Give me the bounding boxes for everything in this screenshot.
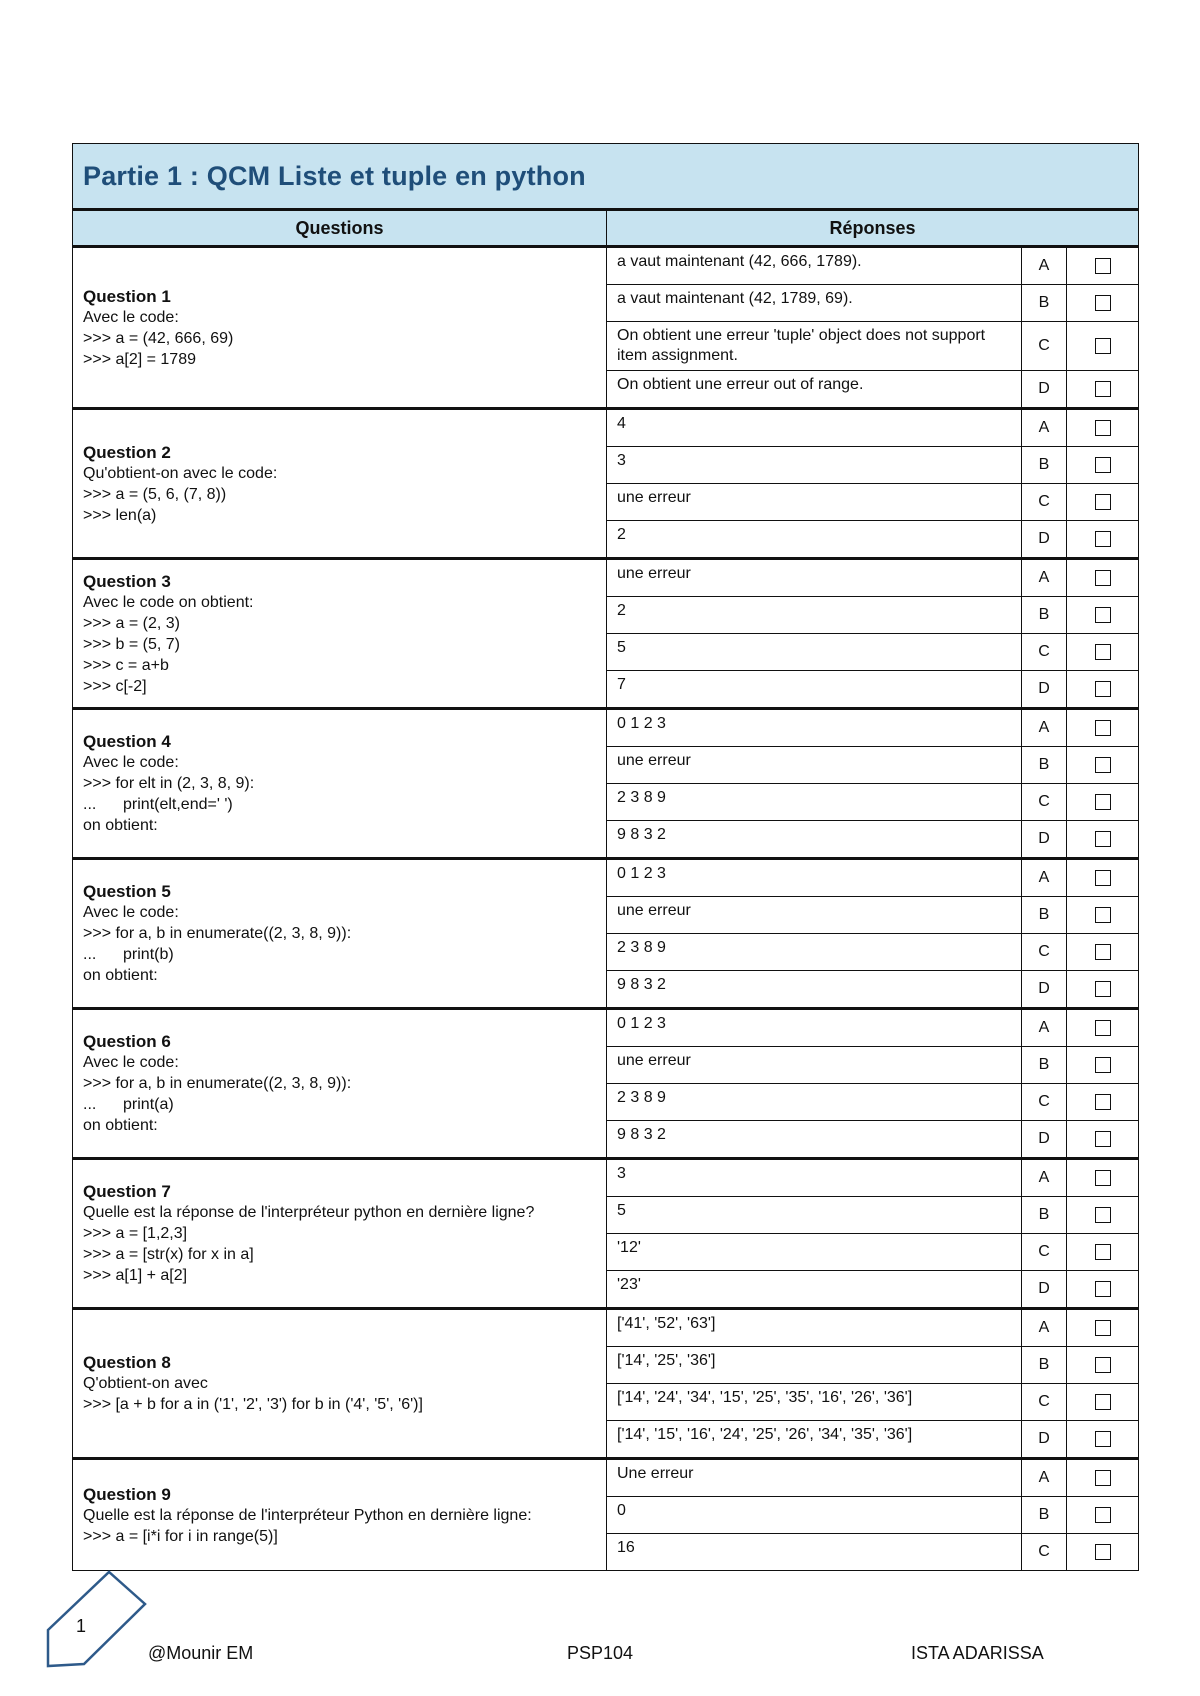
question-line: Qu'obtient-on avec le code: — [83, 464, 278, 482]
answer-checkbox[interactable] — [1095, 757, 1111, 773]
answer-checkbox-cell — [1067, 971, 1139, 1009]
answer-checkbox-cell — [1067, 1384, 1139, 1421]
question-line: on obtient: — [83, 1117, 158, 1134]
answer-letter: D — [1022, 671, 1067, 709]
question-cell — [73, 559, 607, 709]
answer-checkbox[interactable] — [1095, 1394, 1111, 1410]
answer-checkbox-cell — [1067, 1534, 1139, 1571]
question-line: Avec le code: — [83, 754, 179, 771]
answer-checkbox[interactable] — [1095, 338, 1111, 354]
answer-letter: B — [1022, 285, 1067, 322]
answer-text: a vaut maintenant (42, 666, 1789). — [607, 247, 1022, 285]
answer-checkbox[interactable] — [1095, 1507, 1111, 1523]
question-line: on obtient: — [83, 967, 158, 984]
answer-checkbox[interactable] — [1095, 457, 1111, 473]
answer-row — [73, 1159, 1139, 1197]
question-line: >>> for elt in (2, 3, 8, 9): — [83, 775, 255, 792]
answer-checkbox-cell — [1067, 322, 1139, 371]
answer-text: 2 3 8 9 — [607, 784, 1022, 821]
answer-letter: A — [1022, 1009, 1067, 1047]
answer-checkbox[interactable] — [1095, 494, 1111, 510]
responses-header: Réponses — [607, 210, 1139, 247]
question-title: Question 8 — [83, 1353, 171, 1372]
answer-letter: B — [1022, 1197, 1067, 1234]
answer-text: 4 — [607, 409, 1022, 447]
question-line: >>> a[1] + a[2] — [83, 1267, 188, 1284]
answer-letter: A — [1022, 247, 1067, 285]
answer-checkbox[interactable] — [1095, 907, 1111, 923]
answer-letter: C — [1022, 1384, 1067, 1421]
question-line: ... print(b) — [83, 946, 174, 963]
question-cell — [73, 1459, 607, 1571]
answer-checkbox[interactable] — [1095, 981, 1111, 997]
answer-row — [73, 247, 1139, 285]
questions-header: Questions — [73, 210, 607, 247]
answer-text: '12' — [607, 1234, 1022, 1271]
answer-text: ['14', '24', '34', '15', '25', '35', '16', '26', '36'] — [607, 1384, 1022, 1421]
question-cell — [73, 1009, 607, 1159]
question-title: Question 9 — [83, 1484, 171, 1504]
question-line: Avec le code: — [83, 308, 179, 326]
answer-text: 9 8 3 2 — [607, 971, 1022, 1009]
answer-letter: A — [1022, 409, 1067, 447]
answer-checkbox-cell — [1067, 1047, 1139, 1084]
answer-checkbox-cell — [1067, 897, 1139, 934]
answer-text: On obtient une erreur 'tuple' object does not support item assignment. — [607, 322, 1022, 371]
answer-letter: A — [1022, 559, 1067, 597]
question-title: Question 2 — [83, 442, 171, 462]
question-line: Q'obtient-on avec — [83, 1375, 208, 1392]
answer-letter: C — [1022, 1534, 1067, 1571]
question-line: Quelle est la réponse de l'interpréteur python en dernière ligne? — [83, 1204, 535, 1221]
page-number-badge — [44, 1560, 154, 1670]
question-line: >>> a = [i*i for i in range(5)] — [83, 1527, 278, 1545]
answer-letter: D — [1022, 971, 1067, 1009]
answer-row — [73, 1459, 1139, 1497]
answer-letter: C — [1022, 934, 1067, 971]
answer-checkbox[interactable] — [1095, 570, 1111, 586]
answer-checkbox[interactable] — [1095, 1544, 1111, 1560]
qcm-table — [72, 143, 1139, 1571]
answer-checkbox[interactable] — [1095, 1170, 1111, 1186]
answer-letter: A — [1022, 1159, 1067, 1197]
answer-checkbox-cell — [1067, 934, 1139, 971]
answer-letter: D — [1022, 1421, 1067, 1459]
answer-checkbox[interactable] — [1095, 831, 1111, 847]
question-line: >>> a = (5, 6, (7, 8)) — [83, 485, 227, 503]
answer-letter: B — [1022, 1347, 1067, 1384]
answer-row — [73, 409, 1139, 447]
answer-checkbox-cell — [1067, 1084, 1139, 1121]
question-line: Avec le code on obtient: — [83, 593, 254, 611]
answer-letter: C — [1022, 322, 1067, 371]
answer-letter: A — [1022, 709, 1067, 747]
answer-text: une erreur — [607, 1047, 1022, 1084]
answer-row — [73, 559, 1139, 597]
answer-text: 9 8 3 2 — [607, 1121, 1022, 1159]
answer-text: 2 3 8 9 — [607, 1084, 1022, 1121]
answer-letter: D — [1022, 521, 1067, 559]
question-cell — [73, 1159, 607, 1309]
answer-checkbox-cell — [1067, 784, 1139, 821]
answer-text: 7 — [607, 671, 1022, 709]
answer-checkbox-cell — [1067, 1309, 1139, 1347]
answer-text: 3 — [607, 1159, 1022, 1197]
answer-checkbox[interactable] — [1095, 1131, 1111, 1147]
question-line: Quelle est la réponse de l'interpréteur Python en dernière ligne: — [83, 1506, 532, 1524]
answer-checkbox[interactable] — [1095, 644, 1111, 660]
answer-letter: D — [1022, 821, 1067, 859]
answer-letter: C — [1022, 1234, 1067, 1271]
answer-row — [73, 859, 1139, 897]
answer-text: une erreur — [607, 484, 1022, 521]
answer-letter: B — [1022, 747, 1067, 784]
footer-school: ISTA ADARISSA — [911, 1643, 1044, 1663]
answer-checkbox[interactable] — [1095, 1470, 1111, 1486]
question-line: >>> a = (42, 666, 69) — [83, 329, 234, 347]
answer-text: 16 — [607, 1534, 1022, 1571]
answer-letter: D — [1022, 1121, 1067, 1159]
question-cell — [73, 1309, 607, 1459]
answer-text: 5 — [607, 1197, 1022, 1234]
question-line: >>> c = a+b — [83, 656, 169, 674]
answer-row — [73, 1309, 1139, 1347]
answer-letter: B — [1022, 897, 1067, 934]
answer-checkbox[interactable] — [1095, 1320, 1111, 1336]
answer-checkbox[interactable] — [1095, 381, 1111, 397]
answer-checkbox[interactable] — [1095, 720, 1111, 736]
answer-checkbox-cell — [1067, 597, 1139, 634]
question-title: Question 5 — [83, 882, 171, 901]
answer-text: On obtient une erreur out of range. — [607, 371, 1022, 409]
answer-checkbox-cell — [1067, 484, 1139, 521]
answer-row — [73, 709, 1139, 747]
question-line: >>> a = (2, 3) — [83, 614, 180, 632]
question-line: >>> a = [str(x) for x in a] — [83, 1246, 254, 1263]
answer-checkbox-cell — [1067, 1497, 1139, 1534]
answer-text: ['14', '15', '16', '24', '25', '26', '34', '35', '36'] — [607, 1421, 1022, 1459]
question-title: Question 1 — [83, 286, 171, 306]
answer-text: 2 — [607, 597, 1022, 634]
answer-checkbox-cell — [1067, 1459, 1139, 1497]
question-line: >>> a = [1,2,3] — [83, 1225, 188, 1242]
answer-letter: D — [1022, 371, 1067, 409]
answer-letter: B — [1022, 597, 1067, 634]
page-number: 1 — [76, 1616, 87, 1636]
page-badge-shape — [48, 1572, 145, 1666]
answer-letter: C — [1022, 634, 1067, 671]
question-title: Question 3 — [83, 571, 171, 591]
answer-checkbox-cell — [1067, 285, 1139, 322]
answer-checkbox-cell — [1067, 409, 1139, 447]
answer-text: ['14', '25', '36'] — [607, 1347, 1022, 1384]
question-title: Question 6 — [83, 1032, 171, 1051]
answer-text: une erreur — [607, 559, 1022, 597]
answer-letter: B — [1022, 447, 1067, 484]
footer-author: @Mounir EM — [148, 1643, 254, 1663]
answer-checkbox-cell — [1067, 671, 1139, 709]
answer-checkbox-cell — [1067, 1234, 1139, 1271]
answer-text: 0 — [607, 1497, 1022, 1534]
question-cell — [73, 709, 607, 859]
answer-checkbox-cell — [1067, 1121, 1139, 1159]
question-line: >>> a[2] = 1789 — [83, 350, 196, 368]
title-banner — [73, 144, 1139, 210]
answer-text: 9 8 3 2 — [607, 821, 1022, 859]
answer-checkbox[interactable] — [1095, 295, 1111, 311]
question-cell — [73, 859, 607, 1009]
answer-checkbox[interactable] — [1095, 1020, 1111, 1036]
question-title: Question 4 — [83, 732, 171, 751]
question-line: >>> b = (5, 7) — [83, 635, 180, 653]
answer-text: 0 1 2 3 — [607, 709, 1022, 747]
answer-letter: C — [1022, 784, 1067, 821]
answer-checkbox-cell — [1067, 247, 1139, 285]
question-line: >>> len(a) — [83, 506, 157, 524]
answer-text: ['41', '52', '63'] — [607, 1309, 1022, 1347]
answer-text: 5 — [607, 634, 1022, 671]
answer-checkbox[interactable] — [1095, 258, 1111, 274]
page-title: Partie 1 : QCM Liste et tuple en python — [83, 160, 586, 191]
question-line: ... print(elt,end=' ') — [83, 796, 233, 813]
answer-letter: A — [1022, 859, 1067, 897]
answer-text: a vaut maintenant (42, 1789, 69). — [607, 285, 1022, 322]
answer-letter: A — [1022, 1459, 1067, 1497]
footer-code: PSP104 — [567, 1643, 634, 1663]
answer-text: 2 3 8 9 — [607, 934, 1022, 971]
answer-checkbox[interactable] — [1095, 531, 1111, 547]
answer-checkbox-cell — [1067, 447, 1139, 484]
answer-letter: C — [1022, 1084, 1067, 1121]
question-line: >>> c[-2] — [83, 677, 147, 695]
answer-checkbox[interactable] — [1095, 1431, 1111, 1447]
question-line: Avec le code: — [83, 904, 179, 921]
question-cell — [73, 247, 607, 409]
questions-body — [73, 247, 1139, 1571]
answer-checkbox-cell — [1067, 1347, 1139, 1384]
question-title: Question 7 — [83, 1182, 171, 1201]
answer-text: une erreur — [607, 747, 1022, 784]
answer-checkbox[interactable] — [1095, 944, 1111, 960]
question-line: >>> [a + b for a in ('1', '2', '3') for b in ('4', '5', '6')] — [83, 1396, 423, 1413]
answer-text: 0 1 2 3 — [607, 1009, 1022, 1047]
answer-checkbox-cell — [1067, 747, 1139, 784]
answer-text: '23' — [607, 1271, 1022, 1309]
answer-text: une erreur — [607, 897, 1022, 934]
question-line: >>> for a, b in enumerate((2, 3, 8, 9)): — [83, 1075, 352, 1092]
answer-checkbox-cell — [1067, 634, 1139, 671]
answer-checkbox-cell — [1067, 1009, 1139, 1047]
answer-letter: B — [1022, 1047, 1067, 1084]
answer-checkbox-cell — [1067, 1197, 1139, 1234]
answer-row — [73, 1009, 1139, 1047]
answer-checkbox[interactable] — [1095, 681, 1111, 697]
answer-checkbox[interactable] — [1095, 794, 1111, 810]
answer-text: 2 — [607, 521, 1022, 559]
answer-letter: C — [1022, 484, 1067, 521]
answer-checkbox[interactable] — [1095, 1207, 1111, 1223]
answer-letter: B — [1022, 1497, 1067, 1534]
answer-text: Une erreur — [607, 1459, 1022, 1497]
answer-checkbox-cell — [1067, 559, 1139, 597]
answer-letter: A — [1022, 1309, 1067, 1347]
answer-checkbox[interactable] — [1095, 420, 1111, 436]
answer-checkbox-cell — [1067, 859, 1139, 897]
answer-checkbox[interactable] — [1095, 870, 1111, 886]
answer-checkbox[interactable] — [1095, 1281, 1111, 1297]
question-line: ... print(a) — [83, 1096, 174, 1113]
answer-checkbox-cell — [1067, 1159, 1139, 1197]
question-line: >>> for a, b in enumerate((2, 3, 8, 9)): — [83, 925, 352, 942]
question-cell — [73, 409, 607, 559]
question-line: Avec le code: — [83, 1054, 179, 1071]
answer-checkbox-cell — [1067, 1421, 1139, 1459]
answer-letter: D — [1022, 1271, 1067, 1309]
answer-checkbox-cell — [1067, 709, 1139, 747]
answer-checkbox-cell — [1067, 1271, 1139, 1309]
question-line: on obtient: — [83, 817, 158, 834]
answer-checkbox-cell — [1067, 821, 1139, 859]
answer-text: 0 1 2 3 — [607, 859, 1022, 897]
answer-checkbox[interactable] — [1095, 1357, 1111, 1373]
answer-checkbox-cell — [1067, 521, 1139, 559]
answer-checkbox[interactable] — [1095, 1244, 1111, 1260]
answer-checkbox[interactable] — [1095, 607, 1111, 623]
answer-text: 3 — [607, 447, 1022, 484]
answer-checkbox-cell — [1067, 371, 1139, 409]
answer-checkbox[interactable] — [1095, 1057, 1111, 1073]
answer-checkbox[interactable] — [1095, 1094, 1111, 1110]
